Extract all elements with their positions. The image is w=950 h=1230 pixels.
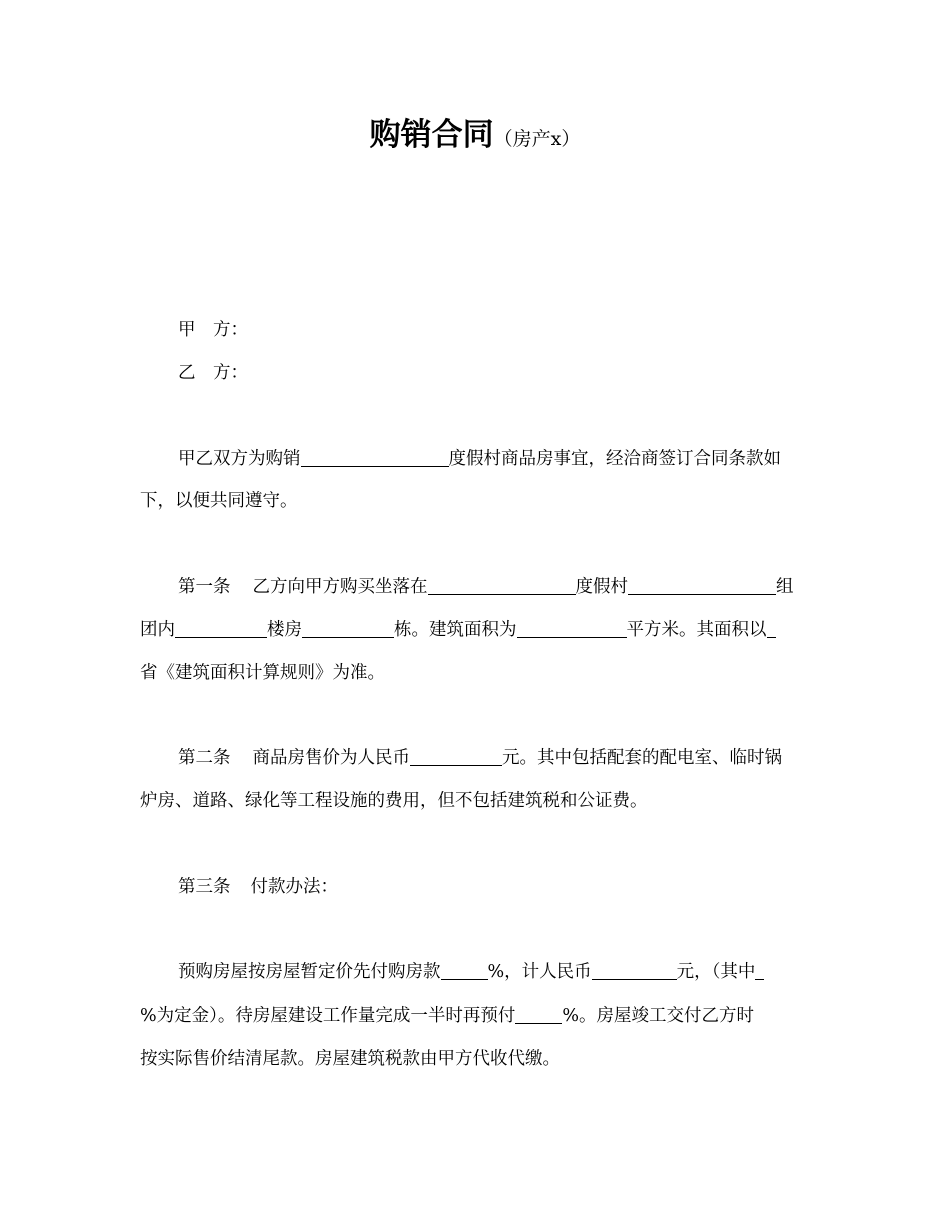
article2-text: 炉房、道路、绿化等工程设施的费用，但不包括建筑税和公证费。 (140, 791, 648, 811)
title-subtitle: （房产x） (493, 128, 581, 150)
party-a-line (178, 318, 820, 342)
price-blank (410, 747, 502, 766)
payment-line-1 (178, 960, 820, 984)
article1-text: 栋。建筑面积为 (394, 620, 517, 640)
article2-line-1 (178, 746, 820, 770)
payment-text: %，计人民币 (487, 962, 592, 982)
article1-line-2 (140, 618, 820, 642)
preamble-line-2 (140, 489, 820, 513)
article1-text: 平方米。其面积以 (626, 620, 767, 640)
preamble-text: 度假村商品房事宜，经洽商签订合同条款如 (448, 449, 781, 469)
document-title (0, 112, 950, 163)
payment-text: 按实际售价结清尾款。房屋建筑税款由甲方代收代缴。 (140, 1049, 560, 1069)
deposit-percent-blank (755, 961, 764, 980)
party-a-label: 甲 方： (178, 320, 248, 340)
area-blank (517, 619, 627, 638)
article2-text: 商品房售价为人民币 (252, 748, 410, 768)
article3-text: 付款办法： (250, 877, 338, 897)
article3-label: 第三条 (178, 877, 231, 897)
down-payment-percent-blank (441, 961, 488, 980)
title-main: 购销合同 (369, 117, 494, 153)
article1-line-1 (178, 575, 820, 599)
article2-text: 元。其中包括配套的配电室、临时锅 (502, 748, 782, 768)
article1-text: 乙方向甲方购买坐落在 (252, 577, 428, 597)
payment-text: %为定金）。待房屋建设工作量完成一半时再预付 (140, 1006, 516, 1026)
group-blank (175, 619, 267, 638)
article1-text: 度假村 (575, 577, 628, 597)
payment-line-3 (140, 1047, 820, 1071)
second-payment-percent-blank (515, 1005, 562, 1024)
article2-line-2 (140, 789, 820, 813)
payment-text: 预购房屋按房屋暂定价先付购房款 (178, 962, 441, 982)
article2-label: 第二条 (178, 748, 231, 768)
article1-text: 楼房 (267, 620, 302, 640)
preamble-line-1 (178, 447, 820, 471)
down-payment-amount-blank (592, 961, 677, 980)
preamble-text: 下，以便共同遵守。 (140, 491, 298, 511)
article1-text: 省《建筑面积计算规则》为准。 (140, 663, 385, 683)
province-blank (767, 619, 776, 638)
payment-text: %。房屋竣工交付乙方时 (562, 1006, 755, 1026)
location-blank (428, 576, 576, 595)
payment-line-2 (140, 1004, 820, 1028)
article1-label: 第一条 (178, 577, 231, 597)
resort-blank (628, 576, 776, 595)
building-blank (302, 619, 394, 638)
article1-text: 团内 (140, 620, 175, 640)
article3-line (178, 875, 820, 899)
article1-text: 组 (776, 577, 794, 597)
preamble-text: 甲乙双方为购销 (178, 449, 301, 469)
article1-line-3 (140, 661, 820, 685)
payment-text: 元，（其中 (676, 962, 756, 982)
party-b-line (178, 361, 820, 385)
party-b-label: 乙 方： (178, 363, 248, 383)
resort-name-blank (301, 448, 449, 467)
